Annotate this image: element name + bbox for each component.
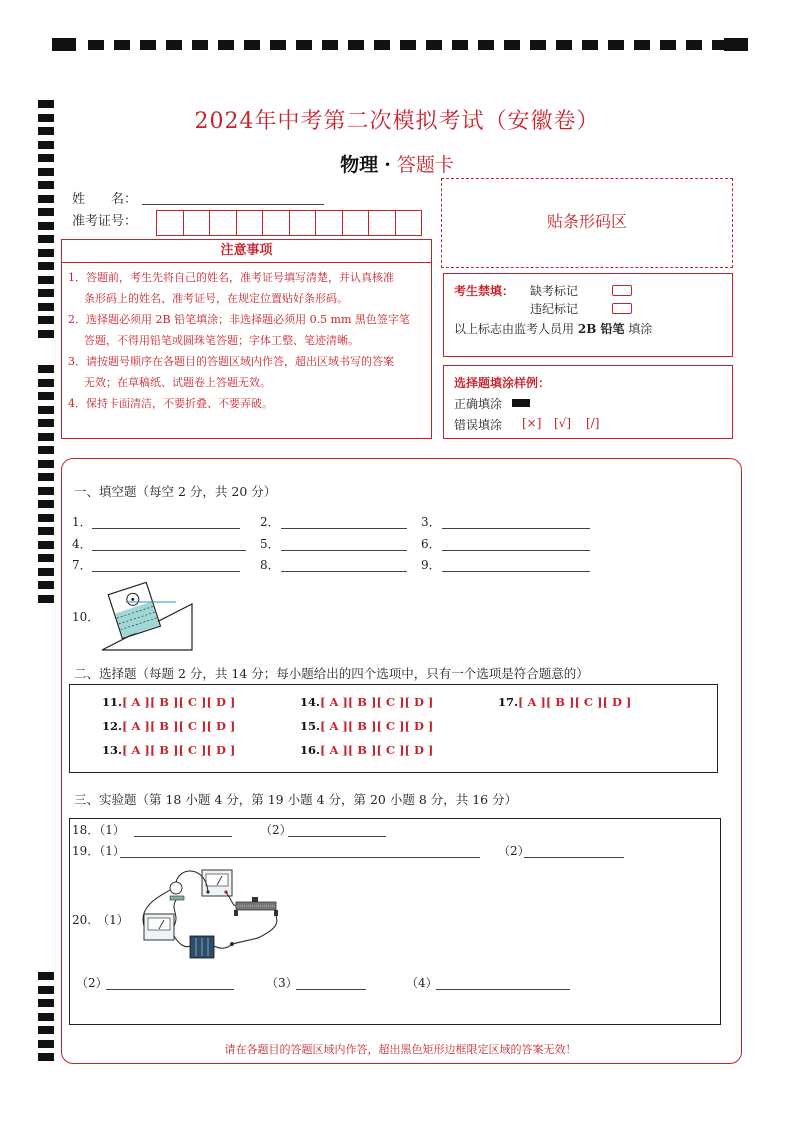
prohibited-note [454,320,652,337]
option-b[interactable]: [ B ] [149,695,179,709]
option-c[interactable]: [ C ] [178,743,207,757]
choice-question-13[interactable] [102,743,235,757]
question-number: 12. [102,719,123,733]
timing-mark [38,446,54,454]
card-subtitle [0,150,794,177]
timing-mark [38,195,54,203]
wrong-mark: [/] [586,416,600,430]
subject-label: 物理 [340,154,379,176]
footer-warning: 请在各题目的答题区域内作答，超出黑色矩形边框限定区域的答案无效！ [224,1043,577,1056]
prohibited-note-bold: 2B 铅笔 [577,322,625,336]
option-d[interactable]: [ D ] [206,719,236,733]
note-line: 4．保持卡面清洁，不要折叠、不要弄破。 [68,397,273,410]
q20-4-field[interactable] [436,989,570,990]
timing-mark [38,473,54,481]
q19-1-field[interactable] [120,857,480,858]
choice-question-15[interactable] [300,719,433,733]
timing-mark [38,365,54,373]
question-number: 16. [300,743,321,757]
timing-mark [38,141,54,149]
choice-question-12[interactable] [102,719,235,733]
option-d[interactable]: [ D ] [206,695,236,709]
timing-mark [38,276,54,284]
blank-label: 9． [421,558,441,572]
exam-id-boxes[interactable] [156,210,422,236]
wrong-mark: [×] [522,416,542,430]
timing-mark [38,527,54,535]
blank-label: 8． [260,558,280,572]
option-c[interactable]: [ C ] [376,719,405,733]
option-b[interactable]: [ B ] [149,719,179,733]
left-timing-marks [38,100,56,1080]
timing-mark [38,999,54,1007]
wrong-mark: [√] [554,416,572,430]
timing-mark [38,392,54,400]
option-d[interactable]: [ D ] [602,695,632,709]
choice-question-16[interactable] [300,743,433,757]
blank-label: 3． [421,515,441,529]
top-timing-marks [52,38,752,52]
timing-mark [38,1026,54,1034]
prohibited-box [443,273,733,357]
experiment-heading: 三、实验题（第 18 小题 4 分，第 19 小题 4 分，第 20 小题 8 分，共 16 分） [74,792,518,807]
timing-mark [38,972,54,980]
q20-3-label: （3） [266,976,298,990]
option-a[interactable]: [ A ] [122,719,150,733]
barcode-area [441,178,733,268]
blank-6-field[interactable] [442,550,590,551]
blank-1-field[interactable] [92,528,240,529]
blank-9-field[interactable] [442,571,590,572]
blank-4-field[interactable] [92,550,246,551]
fill-blank-heading: 一、填空题（每空 2 分，共 20 分） [74,484,277,499]
timing-mark [38,289,54,297]
timing-mark [38,1013,54,1021]
timing-mark [38,419,54,427]
choice-heading: 二、选择题（每题 2 分，共 14 分；每小题给出的四个选项中，只有一个选项是符合题意的） [74,666,589,681]
option-a[interactable]: [ A ] [122,743,150,757]
name-field[interactable] [142,204,324,205]
blank-label: 10． [72,610,100,624]
timing-mark [38,316,54,324]
timing-mark [38,581,54,589]
blank-8-field[interactable] [281,571,407,572]
blank-2-field[interactable] [281,528,407,529]
fill-example-title: 选择题填涂样例： [454,376,551,390]
name-label: 姓 名： [72,192,138,207]
option-b[interactable]: [ B ] [347,695,377,709]
question-number: 14. [300,695,321,709]
timing-mark [38,1040,54,1048]
blank-label: 6． [421,537,441,551]
option-a[interactable]: [ A ] [122,695,150,709]
blank-3-field[interactable] [442,528,590,529]
timing-mark [38,222,54,230]
blank-label: 2． [260,515,280,529]
option-d[interactable]: [ D ] [404,743,434,757]
note-line: 3．请按题号顺序在各题目的答题区域内作答，超出区域书写的答案 [68,355,394,368]
q18-1-field[interactable] [134,836,232,837]
choice-question-17[interactable] [498,695,631,709]
option-a[interactable]: [ A ] [320,743,348,757]
timing-mark [38,541,54,549]
subtitle-dot: · [384,154,391,176]
q20-2-label: （2） [76,976,108,990]
answer-card-label: 答题卡 [396,154,454,176]
q20-2-field[interactable] [106,989,234,990]
option-c[interactable]: [ C ] [178,695,207,709]
blank-5-field[interactable] [281,550,407,551]
blank-label: 1． [72,515,92,529]
q19-2-field[interactable] [524,857,624,858]
correct-fill-sample [512,399,530,407]
timing-mark [38,235,54,243]
prohibited-note-suffix: 填涂 [628,322,653,336]
incline-beaker-figure[interactable] [98,574,198,656]
option-b[interactable]: [ B ] [545,695,575,709]
option-b[interactable]: [ B ] [347,743,377,757]
q18-label: 18．（1） [72,823,125,837]
option-b[interactable]: [ B ] [149,743,179,757]
fill-example-box [443,365,733,439]
q19-label: 19．（1） [72,844,125,858]
q18-2-field[interactable] [288,836,386,837]
timing-mark [38,262,54,270]
option-c[interactable]: [ C ] [574,695,603,709]
blank-label: 7． [72,558,92,572]
option-a[interactable]: [ A ] [320,719,348,733]
timing-mark [38,406,54,414]
timing-mark [38,568,54,576]
question-number: 17. [498,695,519,709]
timing-mark [38,554,54,562]
wrong-fill-label: 错误填涂 [454,418,503,432]
option-c[interactable]: [ C ] [178,719,207,733]
timing-mark [38,514,54,522]
choice-question-11[interactable] [102,695,235,709]
timing-mark [38,181,54,189]
exam-id-label: 准考证号： [72,214,138,229]
violation-mark-label: 违纪标记 [530,302,579,316]
timing-mark [38,986,54,994]
question-number: 11. [102,695,123,709]
option-d[interactable]: [ D ] [404,695,434,709]
timing-mark [38,330,54,338]
blank-label: 5． [260,537,280,551]
timing-mark [38,303,54,311]
option-a[interactable]: [ A ] [320,695,348,709]
page-title: 2024年中考第二次模拟考试（安徽卷） [194,109,600,134]
timing-mark [38,379,54,387]
question-number: 15. [300,719,321,733]
blank-7-field[interactable] [92,571,240,572]
barcode-area-label: 贴条形码区 [546,212,627,231]
circuit-apparatus-figure[interactable] [140,866,290,966]
option-a[interactable]: [ A ] [518,695,546,709]
question-number: 13. [102,743,123,757]
timing-mark [38,487,54,495]
option-c[interactable]: [ C ] [376,743,405,757]
q20-4-label: （4） [406,976,438,990]
option-d[interactable]: [ D ] [206,743,236,757]
timing-mark [38,208,54,216]
timing-mark [38,433,54,441]
q18-2-label: （2） [260,823,292,837]
note-line: 答题，不得用铅笔或圆珠笔答题；字体工整、笔迹清晰。 [84,334,359,347]
prohibited-note-prefix: 以上标志由监考人员用 [454,322,575,336]
timing-mark [38,500,54,508]
timing-mark [38,249,54,257]
note-line: 无效；在草稿纸、试题卷上答题无效。 [84,376,271,389]
note-line: 条形码上的姓名、准考证号，在规定位置贴好条形码。 [84,292,348,305]
choice-question-14[interactable] [300,695,433,709]
correct-fill-label: 正确填涂 [454,397,503,411]
absent-mark-box[interactable] [612,285,632,296]
notes-title: 注意事项 [62,240,431,263]
violation-mark-box[interactable] [612,303,632,314]
notes-box [61,239,432,439]
timing-mark [38,1053,54,1061]
option-b[interactable]: [ B ] [347,719,377,733]
q19-2-label: （2） [498,844,530,858]
option-c[interactable]: [ C ] [376,695,405,709]
q20-label: 20. （1） [72,913,129,927]
q20-3-field[interactable] [296,989,366,990]
option-d[interactable]: [ D ] [404,719,434,733]
blank-label: 4． [72,537,92,551]
timing-mark [38,595,54,603]
note-line: 2．选择题必须用 2B 铅笔填涂；非选择题必须用 0.5 mm 黑色签字笔 [68,313,410,326]
prohibited-label: 考生禁填： [454,284,515,298]
timing-mark [38,460,54,468]
absent-mark-label: 缺考标记 [530,284,579,298]
note-line: 1．答题前，考生先将自己的姓名，准考证号填写清楚，并认真核准 [68,271,394,284]
